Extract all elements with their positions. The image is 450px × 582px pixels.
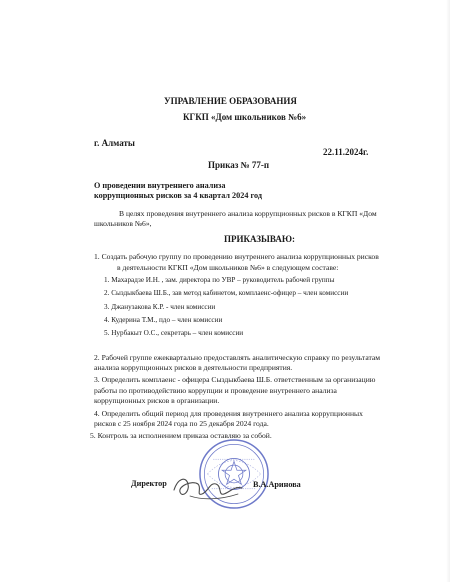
item-4-line-1: 4. Определить общий период для проведения внутреннего анализа коррупционных: [94, 409, 363, 418]
item-3-line-2: работы по противодействию коррупции и проведение внутреннего анализа: [94, 386, 337, 395]
intro-line-1: В целях проведения внутреннего анализа коррупционных рисков в КГКП «Дом: [119, 209, 377, 218]
city-label: г. Алматы: [94, 138, 135, 148]
subject-line-1: О проведении внутреннего анализа: [94, 181, 226, 190]
item-5-line-1: 5. Контроль за исполнением приказа оставляю за собой.: [90, 431, 272, 440]
member-5: 5. Нурбакыт О.С., секретарь – член комиссии: [104, 329, 244, 337]
item-2-line-1: 2. Рабочей группе ежеквартально предоставлять аналитическую справку по результатам: [94, 353, 381, 362]
page-edge-shadow: [446, 0, 450, 582]
item-2-line-2: анализа коррупционных рисков в деятельности предприятия.: [94, 363, 293, 372]
member-3: 3. Джанузакова К.Р. - член комиссии: [104, 303, 216, 311]
signature-role: Директор: [131, 479, 167, 488]
signature-name: В.А.Аринова: [253, 480, 301, 489]
member-1: 1. Махарадзе И.Н. , зам. директора по УВР – руководитель рабочей группы: [104, 276, 335, 284]
item-4-line-2: рисков с 25 ноября 2024 года по 25 декабря 2024 года.: [94, 419, 269, 428]
item-1-line-1: 1. Создать рабочую группу по проведению внутреннего анализа коррупционных рисков: [94, 252, 379, 261]
order-number: Приказ № 77-п: [208, 160, 270, 170]
order-heading: ПРИКАЗЫВАЮ:: [224, 234, 295, 244]
handwritten-signature-icon: [168, 470, 248, 504]
order-date: 22.11.2024г.: [323, 147, 369, 157]
intro-line-2: школьников №6»,: [94, 219, 152, 228]
org-title: УПРАВЛЕНИЕ ОБРАЗОВАНИЯ: [164, 96, 297, 106]
item-3-line-3: коррупционных рисков в организации.: [94, 396, 220, 405]
item-1-line-2: в деятельности КГКП «Дом школьников №6» в следующем составе:: [117, 263, 339, 272]
subject-line-2: коррупционных рисков за 4 квартал 2024 год: [94, 191, 262, 200]
item-3-line-1: 3. Определить комплаенс - офицера Сыздыкбаева Ш.Б. ответственным за организацию: [94, 375, 376, 384]
member-2: 2. Сыздыкбаева Ш.Б., зав метод кабинетом, комплаенс-офицер – член комиссии: [104, 289, 349, 297]
member-4: 4. Кудерина Т.М., пдо – член комиссии: [104, 316, 223, 324]
org-subtitle: КГКП «Дом школьников №6»: [183, 112, 307, 122]
